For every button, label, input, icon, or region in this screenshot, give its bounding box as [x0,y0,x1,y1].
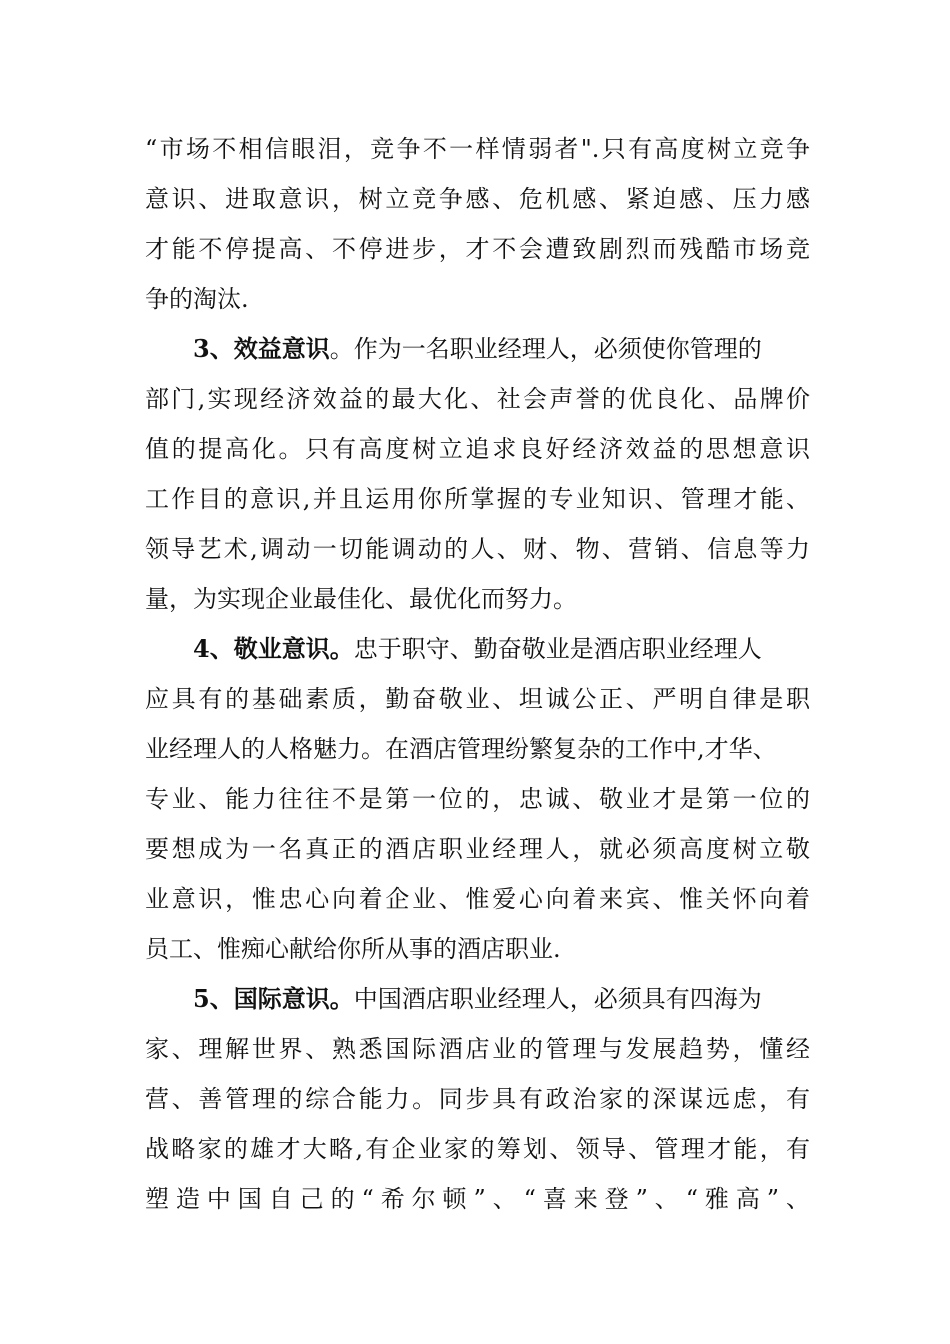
text-fragment: 。作为一名职业经理人，必须使你管理的 [329,335,762,363]
text-line [145,624,810,674]
text-line: 工作目的意识,并且运用你所掌握的专业知识、管理才能、 [145,485,810,513]
text-fragment: 中国酒店职业经理人，必须具有四海为 [353,985,762,1013]
text-line: 领导艺术,调动一切能调动的人、财、物、营销、信息等力 [145,535,810,563]
text-line: 塑造中国自己的“希尔顿”、“喜来登”、“雅高”、 [145,1185,810,1213]
text-line [145,974,810,1024]
text-line [145,324,810,374]
text-line: 要想成为一名真正的酒店职业经理人，就必须高度树立敬 [145,835,810,863]
section-heading: 5、国际意识。 [193,984,354,1013]
text-line: 值的提高化。只有高度树立追求良好经济效益的思想意识 [145,435,810,463]
text-line: 家、理解世界、熟悉国际酒店业的管理与发展趋势，懂经 [145,1035,810,1063]
text-line: 战略家的雄才大略,有企业家的筹划、领导、管理才能，有 [145,1135,810,1163]
text-line: 员工、惟痴心献给你所从事的酒店职业. [145,935,561,963]
text-line: 应具有的基础素质，勤奋敬业、坦诚公正、严明自律是职 [145,685,810,713]
section-heading: 3、效益意识 [193,334,330,363]
text-fragment: 忠于职守、勤奋敬业是酒店职业经理人 [353,635,762,663]
paragraph-dedication-awareness [145,624,810,974]
paragraph-competition [145,124,810,324]
paragraph-international-awareness [145,974,810,1224]
text-line: 专业、能力往往不是第一位的，忠诚、敬业才是第一位的 [145,785,810,813]
document-body [145,124,810,1224]
paragraph-benefit-awareness [145,324,810,624]
text-line: 业经理人的人格魅力。在酒店管理纷繁复杂的工作中,才华、 [145,735,777,763]
text-line: 量，为实现企业最佳化、最优化而努力。 [145,585,577,613]
section-heading: 4、敬业意识。 [193,634,354,663]
text-line: “市场不相信眼泪，竞争不一样情弱者".只有高度树立竞争 [145,135,810,163]
text-line: 意识、进取意识，树立竞争感、危机感、紧迫感、压力感 [145,185,810,213]
text-line: 争的淘汰. [145,285,249,313]
text-line: 营、善管理的综合能力。同步具有政治家的深谋远虑，有 [145,1085,810,1113]
text-line: 部门,实现经济效益的最大化、社会声誉的优良化、品牌价 [145,385,810,413]
text-line: 才能不停提高、不停进步，才不会遭致剧烈而残酷市场竞 [145,235,810,263]
text-line: 业意识，惟忠心向着企业、惟爱心向着来宾、惟关怀向着 [145,885,810,913]
